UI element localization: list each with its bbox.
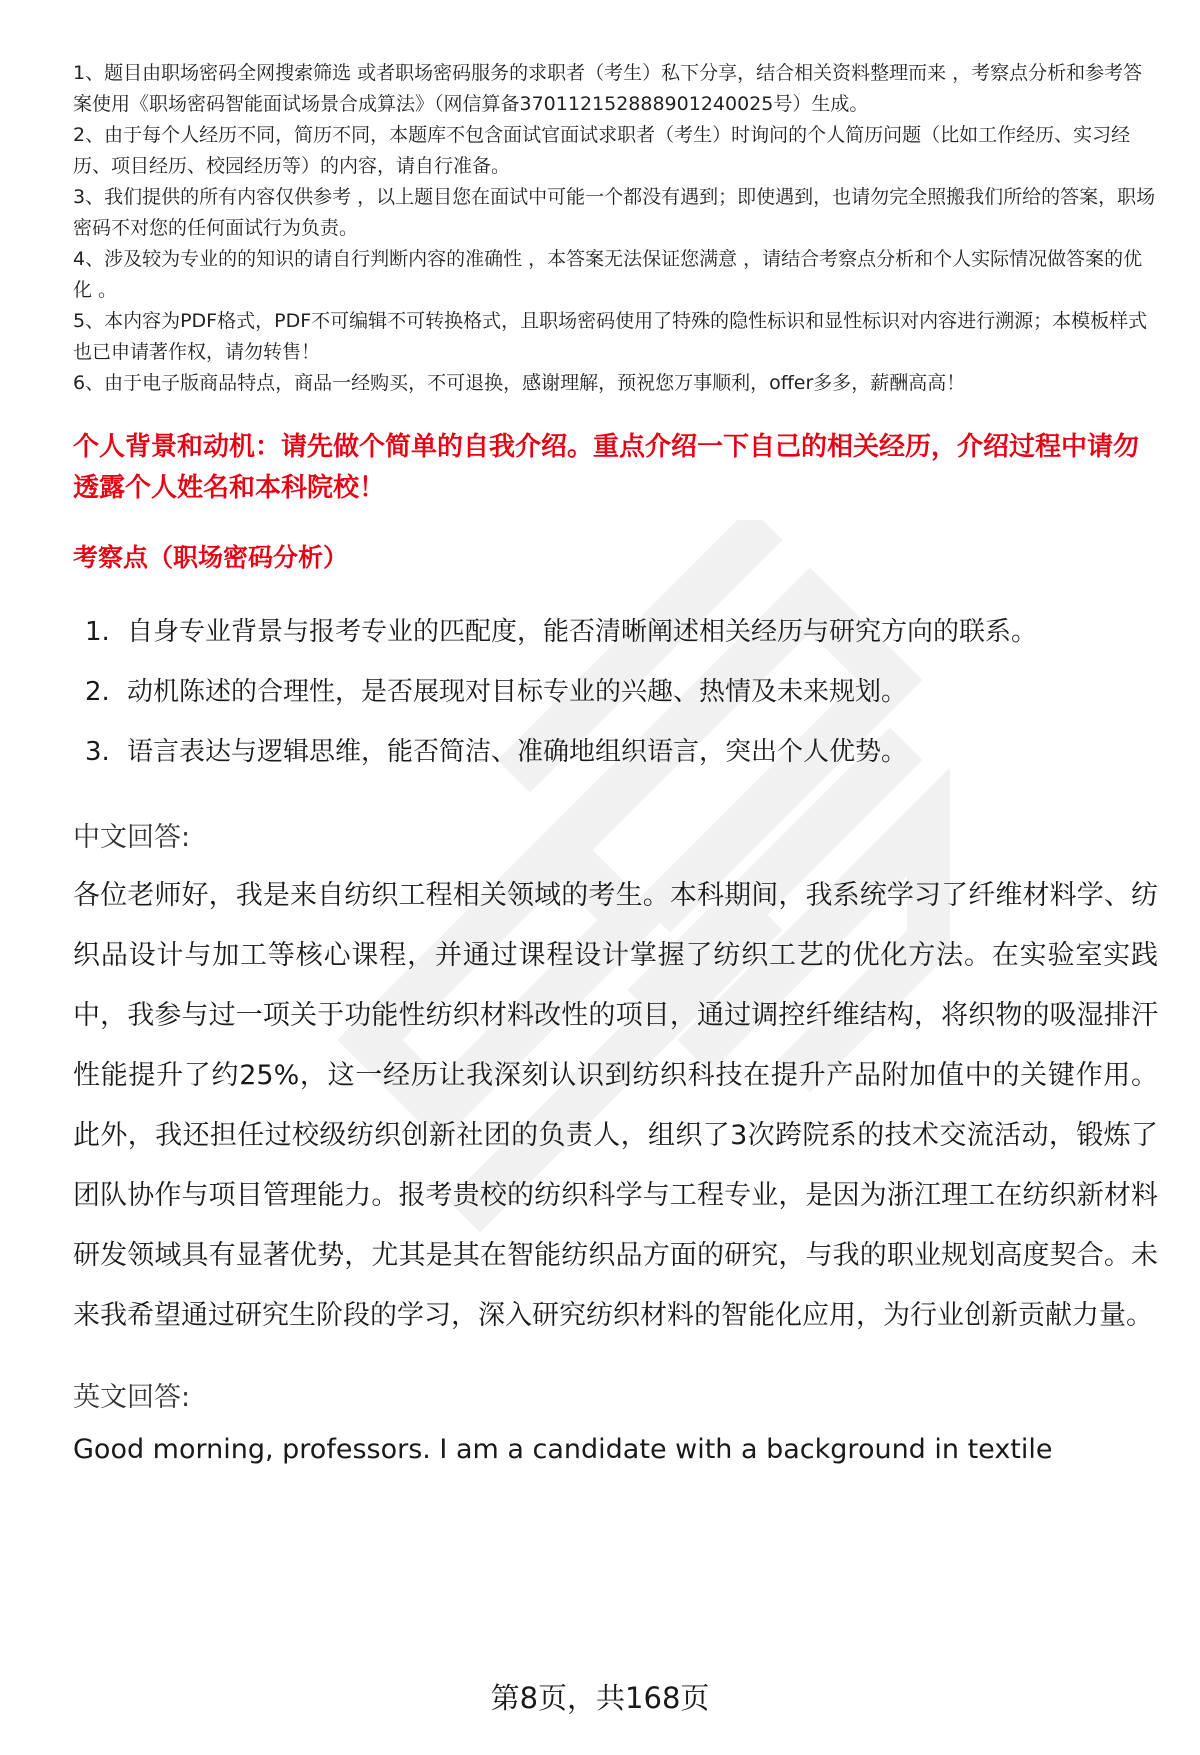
chinese-answer-text: 各位老师好，我是来自纺织工程相关领域的考生。本科期间，我系统学习了纤维材料学、纺织品设计与加工等核心课程，并通过课程设计掌握了纺织工艺的优化方法。在实验室实践中，我参与过一项关于功能性纺织材料改性的项目，通过调控纤维结构，将织物的吸湿排汗性能提升了约25%，这一经历让我深刻认识到纺织科技在提升产品附加值中的关键作用。此外，我还担任过校级纺织创新社团的负责人，组织了3次跨院系的技术交流活动，锻炼了团队协作与项目管理能力。报考贵校的纺织科学与工程专业，是因为浙江理工在纺织新材料研发领域具有显著优势，尤其是其在智能纺织品方面的研究，与我的职业规划高度契合。未来我希望通过研究生阶段的学习，深入研究纺织材料的智能化应用，为行业创新贡献力量。 [73, 880, 1158, 1331]
list-item [73, 662, 1158, 722]
point-number: 1. [85, 617, 110, 647]
disclaimer-item: 2、由于每个人经历不同，简历不同，本题库不包含面试官面试求职者（考生）时询问的个人简历问题（比如工作经历、实习经历、项目经历、校园经历等）的内容，请自行准备。 [73, 124, 1131, 177]
disclaimer-item: 3、我们提供的所有内容仅供参考 ，以上题目您在面试中可能一个都没有遇到；即使遇到，也请勿完全照搬我们所给的答案，职场密码不对您的任何面试行为负责。 [73, 186, 1156, 239]
disclaimer-item: 4、涉及较为专业的的知识的请自行判断内容的准确性 ，本答案无法保证您满意 ，请结合考察点分析和个人实际情况做答案的优化 。 [73, 248, 1143, 301]
list-item [73, 602, 1158, 662]
analysis-title: 考察点（职场密码分析） [73, 543, 349, 572]
disclaimer-item: 6、由于电子版商品特点，商品一经购买，不可退换，感谢理解，预祝您万事顺利，offer多多，薪酬高高！ [73, 372, 966, 394]
analysis-points [73, 602, 1158, 782]
point-number: 2. [85, 677, 110, 707]
question-title: 个人背景和动机：请先做个简单的自我介绍。重点介绍一下自己的相关经历，介绍过程中请勿透露个人姓名和本科院校！ [73, 432, 1140, 503]
point-text: 语言表达与逻辑思维，能否简洁、准确地组织语言，突出个人优势。 [127, 737, 908, 767]
chinese-answer-label: 中文回答: [73, 822, 191, 853]
english-answer-text: Good morning, professors. I am a candidate with a background in textile [73, 1434, 1053, 1465]
page-number: 第8页，共168页 [490, 1681, 710, 1715]
english-answer-label: 英文回答: [73, 1382, 191, 1413]
point-number: 3. [85, 737, 110, 767]
page-content [73, 58, 1158, 1480]
disclaimer-list [73, 58, 1158, 399]
point-text: 自身专业背景与报考专业的匹配度，能否清晰阐述相关经历与研究方向的联系。 [127, 617, 1038, 647]
disclaimer-item: 5、本内容为PDF格式，PDF不可编辑不可转换格式，且职场密码使用了特殊的隐性标识和显性标识对内容进行溯源；本模板样式也已申请著作权，请勿转售！ [73, 310, 1148, 363]
disclaimer-item: 1、题目由职场密码全网搜索筛选 或者职场密码服务的求职者（考生）私下分享，结合相关资料整理而来 ，考察点分析和参考答案使用《职场密码智能面试场景合成算法》（网信算备370112152888901240025号）生成。 [73, 62, 1143, 115]
list-item [73, 722, 1158, 782]
point-text: 动机陈述的合理性，是否展现对目标专业的兴趣、热情及未来规划。 [127, 677, 908, 707]
